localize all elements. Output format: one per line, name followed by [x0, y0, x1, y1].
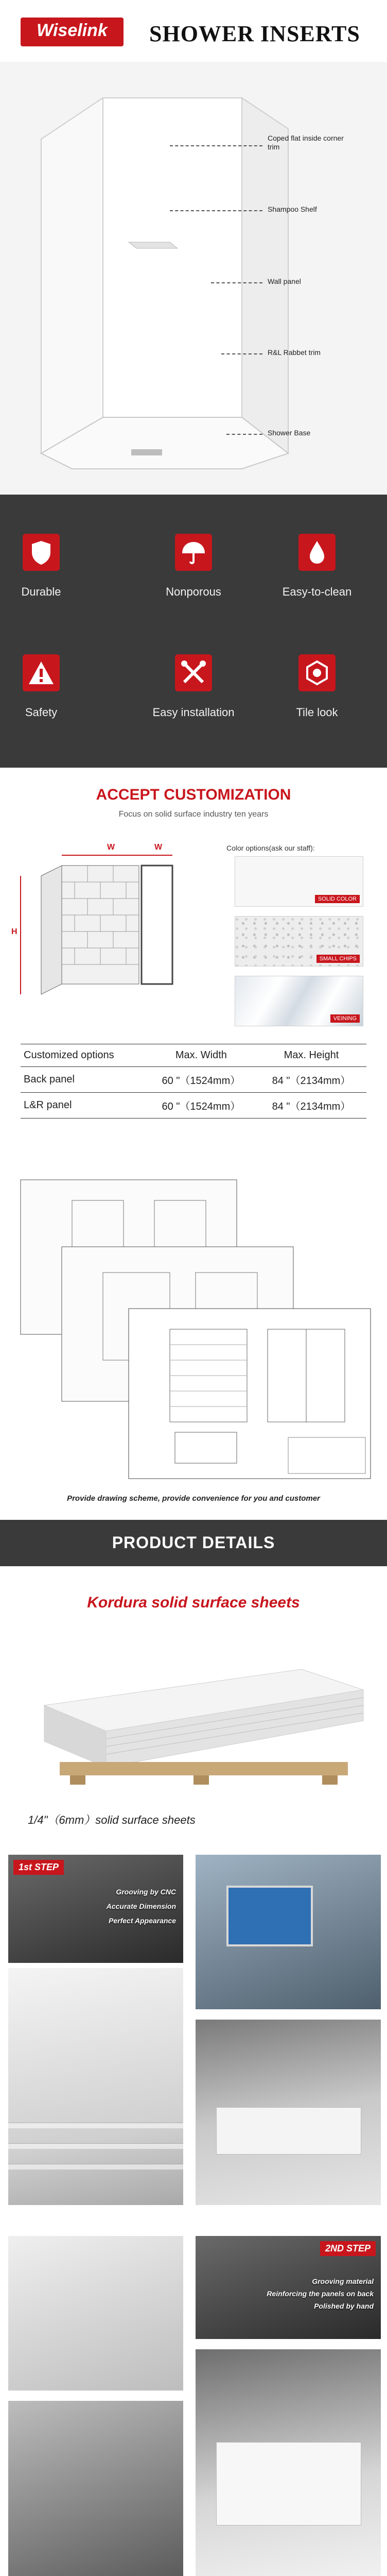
customization-title: ACCEPT CUSTOMIZATION — [96, 786, 291, 803]
color-options-label: Color options(ask our staff): — [226, 844, 315, 852]
swatch-solid-color — [235, 856, 363, 907]
feature-icon-box-easy-installation — [175, 654, 212, 691]
step-1-cutting-photo — [196, 2020, 381, 2205]
brand-logo — [21, 18, 124, 46]
table-cell-option: Back panel — [21, 1067, 146, 1093]
feature-label-easy-to-clean: Easy-to-clean — [282, 585, 352, 598]
step-1-section — [0, 1850, 387, 2210]
hexagon-icon — [298, 654, 336, 691]
step-2-line-2: Reinforcing the panels on back — [267, 2290, 374, 2298]
step-1-sheets-photo — [8, 1968, 183, 2205]
table-row — [21, 1067, 366, 1093]
feature-label-tile-look: Tile look — [296, 706, 338, 719]
swatch-tag-solid-color: SOLID COLOR — [315, 895, 360, 903]
feature-label-safety: Safety — [25, 706, 58, 719]
table-row — [21, 1093, 366, 1118]
step-2-line-3: Polished by hand — [314, 2302, 374, 2310]
label-wall-panel: Wall panel — [268, 277, 301, 285]
table-header-width: Max. Width — [146, 1044, 256, 1067]
swatch-tag-veining: VEINING — [330, 1014, 360, 1023]
umbrella-icon — [175, 534, 212, 571]
custom-size-table — [21, 1044, 366, 1118]
warning-icon — [23, 654, 60, 691]
table-cell-option: L&R panel — [21, 1093, 146, 1118]
header — [0, 0, 387, 62]
feature-icon-box-tile-look — [298, 654, 336, 691]
swatch-small-chips — [235, 916, 363, 967]
product-subtitle: Kordura solid surface sheets — [87, 1594, 300, 1611]
feature-label-easy-installation: Easy installation — [152, 706, 235, 719]
step-1-machine-photo — [196, 1855, 381, 2009]
custom-size-illustration — [10, 845, 180, 999]
shower-diagram — [0, 62, 387, 495]
shield-icon — [23, 534, 60, 571]
feature-icon-box-safety — [23, 654, 60, 691]
dimension-letter-h: H — [11, 927, 17, 936]
swatch-veining — [235, 976, 363, 1026]
label-line-corner-trim — [170, 145, 262, 146]
drawing-scheme-section — [0, 1159, 387, 1520]
step-1-cnc-photo — [8, 1855, 183, 1963]
left-wall-panel — [41, 98, 103, 453]
feature-label-nonporous: Nonporous — [166, 585, 221, 598]
label-corner-trim: Coped flat inside corner trim — [268, 134, 344, 151]
base-drain — [131, 449, 162, 455]
label-shower-base: Shower Base — [268, 429, 311, 437]
tools-icon — [175, 654, 212, 691]
product-details-banner — [0, 1520, 387, 1566]
customization-section — [0, 768, 387, 1159]
table-cell-width: 60 "（1524mm） — [146, 1067, 256, 1093]
step-2-polish-photo — [196, 2349, 381, 2576]
table-header-height: Max. Height — [256, 1044, 366, 1067]
step-2-panel-photo-b — [8, 2401, 183, 2576]
dimension-letter-w2: W — [154, 843, 163, 852]
step-2-section — [0, 2215, 387, 2576]
customization-subtitle: Focus on solid surface industry ten years — [118, 810, 269, 819]
label-line-rabbet-trim — [221, 353, 262, 354]
table-header-option: Customized options — [21, 1044, 146, 1067]
drawing-caption: Provide drawing scheme, provide convenience for you and customer — [67, 1494, 320, 1503]
product-details-title: PRODUCT DETAILS — [112, 1533, 275, 1552]
step-2-workshop-photo — [196, 2236, 381, 2339]
step-1-line-1: Grooving by CNC — [116, 1888, 176, 1896]
shampoo-shelf — [129, 242, 178, 248]
step-1-tag: 1st STEP — [13, 1860, 64, 1875]
step-2-line-1: Grooving material — [312, 2277, 374, 2285]
label-shampoo-shelf: Shampoo Shelf — [268, 205, 317, 213]
table-cell-width: 60 "（1524mm） — [146, 1093, 256, 1118]
custom-size-table-header — [21, 1044, 366, 1067]
sheet-stack-photo — [13, 1633, 374, 1788]
solid-surface-section — [0, 1566, 387, 1850]
table-cell-height: 84 "（2134mm） — [256, 1093, 366, 1118]
feature-icon-box-durable — [23, 534, 60, 571]
step-1-line-3: Perfect Appearance — [109, 1917, 176, 1925]
step-2-panel-photo-a — [8, 2236, 183, 2391]
dimension-letter-w1: W — [107, 843, 115, 852]
sheet-caption: 1/4"（6mm）solid surface sheets — [28, 1814, 196, 1826]
label-line-wall-panel — [211, 282, 262, 283]
label-rabbet-trim: R&L Rabbet trim — [268, 348, 321, 357]
features-panel — [0, 495, 387, 768]
label-line-shower-base — [226, 434, 262, 435]
technical-drawings — [0, 1170, 387, 1489]
feature-icon-box-nonporous — [175, 534, 212, 571]
feature-icon-box-easy-to-clean — [298, 534, 336, 571]
brand-logo-text: Wiselink — [37, 21, 108, 40]
table-cell-height: 84 "（2134mm） — [256, 1067, 366, 1093]
page-title: SHOWER INSERTS — [149, 21, 360, 46]
swatch-tag-small-chips: SMALL CHIPS — [316, 955, 360, 963]
droplet-icon — [298, 534, 336, 571]
feature-label-durable: Durable — [21, 585, 61, 598]
step-1-line-2: Accurate Dimension — [106, 1902, 176, 1910]
label-line-shelf — [170, 210, 262, 211]
step-2-tag: 2ND STEP — [320, 2241, 376, 2256]
